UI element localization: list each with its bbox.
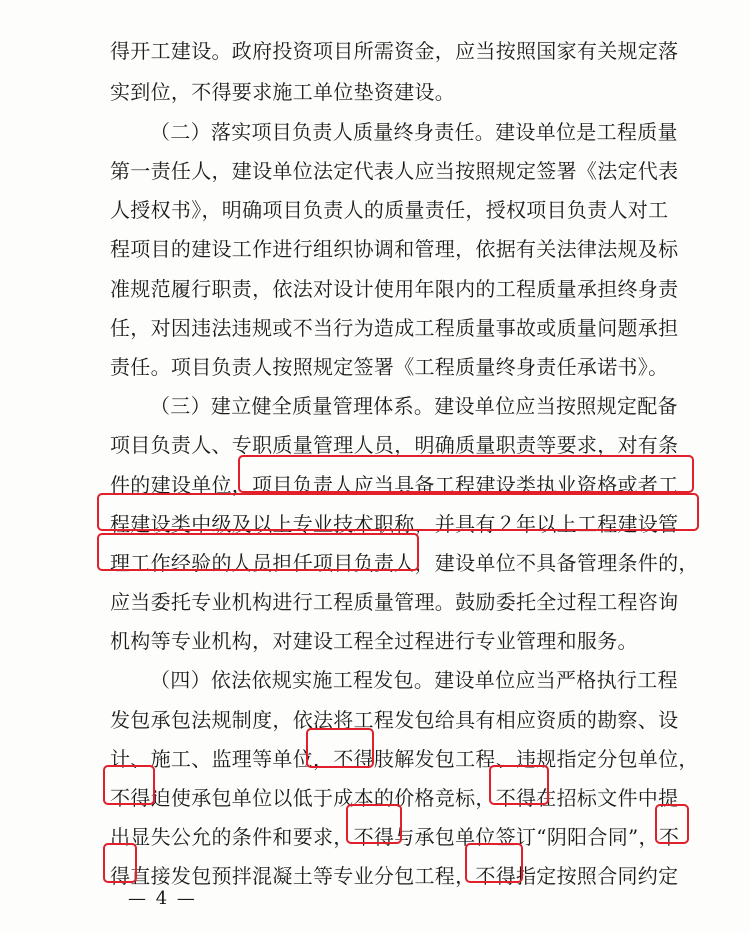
text-line: 第一责任人，建设单位法定代表人应当按照规定签署《法定代表 [110,159,679,183]
text-line: 实到位，不得要求施工单位垫资建设。 [110,80,456,104]
text-line: 发包承包法规制度，依法将工程发包给具有相应资质的勘察、设 [110,708,679,732]
highlight-box [346,804,402,844]
text-line: 计、施工、监理等单位，不得肢解发包工程、违规指定分包单位， [110,747,699,771]
text-line: 出显失公允的条件和要求，不得与承包单位签订“阴阳合同”，不 [110,825,680,849]
text-line: 得直接发包预拌混凝土等专业分包工程，不得指定按照合同约定 [110,864,679,888]
highlight-box [103,843,137,883]
highlight-box [465,843,523,883]
highlight-box [489,765,549,805]
text-line: 项目负责人、专职质量管理人员，明确质量职责等要求，对有条 [110,433,679,457]
text-line: 任，对因违法违规或不当行为造成工程质量事故或质量问题承担 [110,316,679,340]
section-heading-line: （四）依法依规实施工程发包。建设单位应当严格执行工程 [150,668,678,692]
text-line: 件的建设单位，项目负责人应当具备工程建设类执业资格或者工 [110,473,679,497]
section-heading-line: （三）建立健全质量管理体系。建设单位应当按照规定配备 [150,394,678,418]
highlight-box [97,533,419,571]
text-line: 机构等专业机构，对建设工程全过程进行专业管理和服务。 [110,629,638,653]
highlight-box [655,804,689,844]
text-line: 责任。项目负责人按照规定签署《工程质量终身责任承诺书》。 [110,355,669,379]
section-heading-line: （二）落实项目负责人质量终身责任。建设单位是工程质量 [150,120,678,144]
highlight-box [306,728,374,768]
highlight-box [103,765,155,805]
text-line: 准规范履行职责，依法对设计使用年限内的工程质量承担终身责 [110,277,679,301]
text-line: 理工作经验的人员担任项目负责人，建设单位不具备管理条件的， [110,551,699,575]
text-line: 人授权书》，明确项目负责人的质量责任，授权项目负责人对工 [110,198,669,222]
text-line: 程建设类中级及以上专业技术职称，并具有２年以上工程建设管 [110,512,679,536]
highlight-box [97,493,699,531]
text-line: 应当委托专业机构进行工程质量管理。鼓励委托全过程工程咨询 [110,590,679,614]
page-number: — 4 — [128,888,197,909]
text-line: 不得迫使承包单位以低于成本的价格竞标，不得在招标文件中提 [110,786,679,810]
text-line: 得开工建设。政府投资项目所需资金，应当按照国家有关规定落 [110,39,679,63]
text-line: 程项目的建设工作进行组织协调和管理，依据有关法律法规及标 [110,237,679,261]
highlight-box [238,455,694,493]
